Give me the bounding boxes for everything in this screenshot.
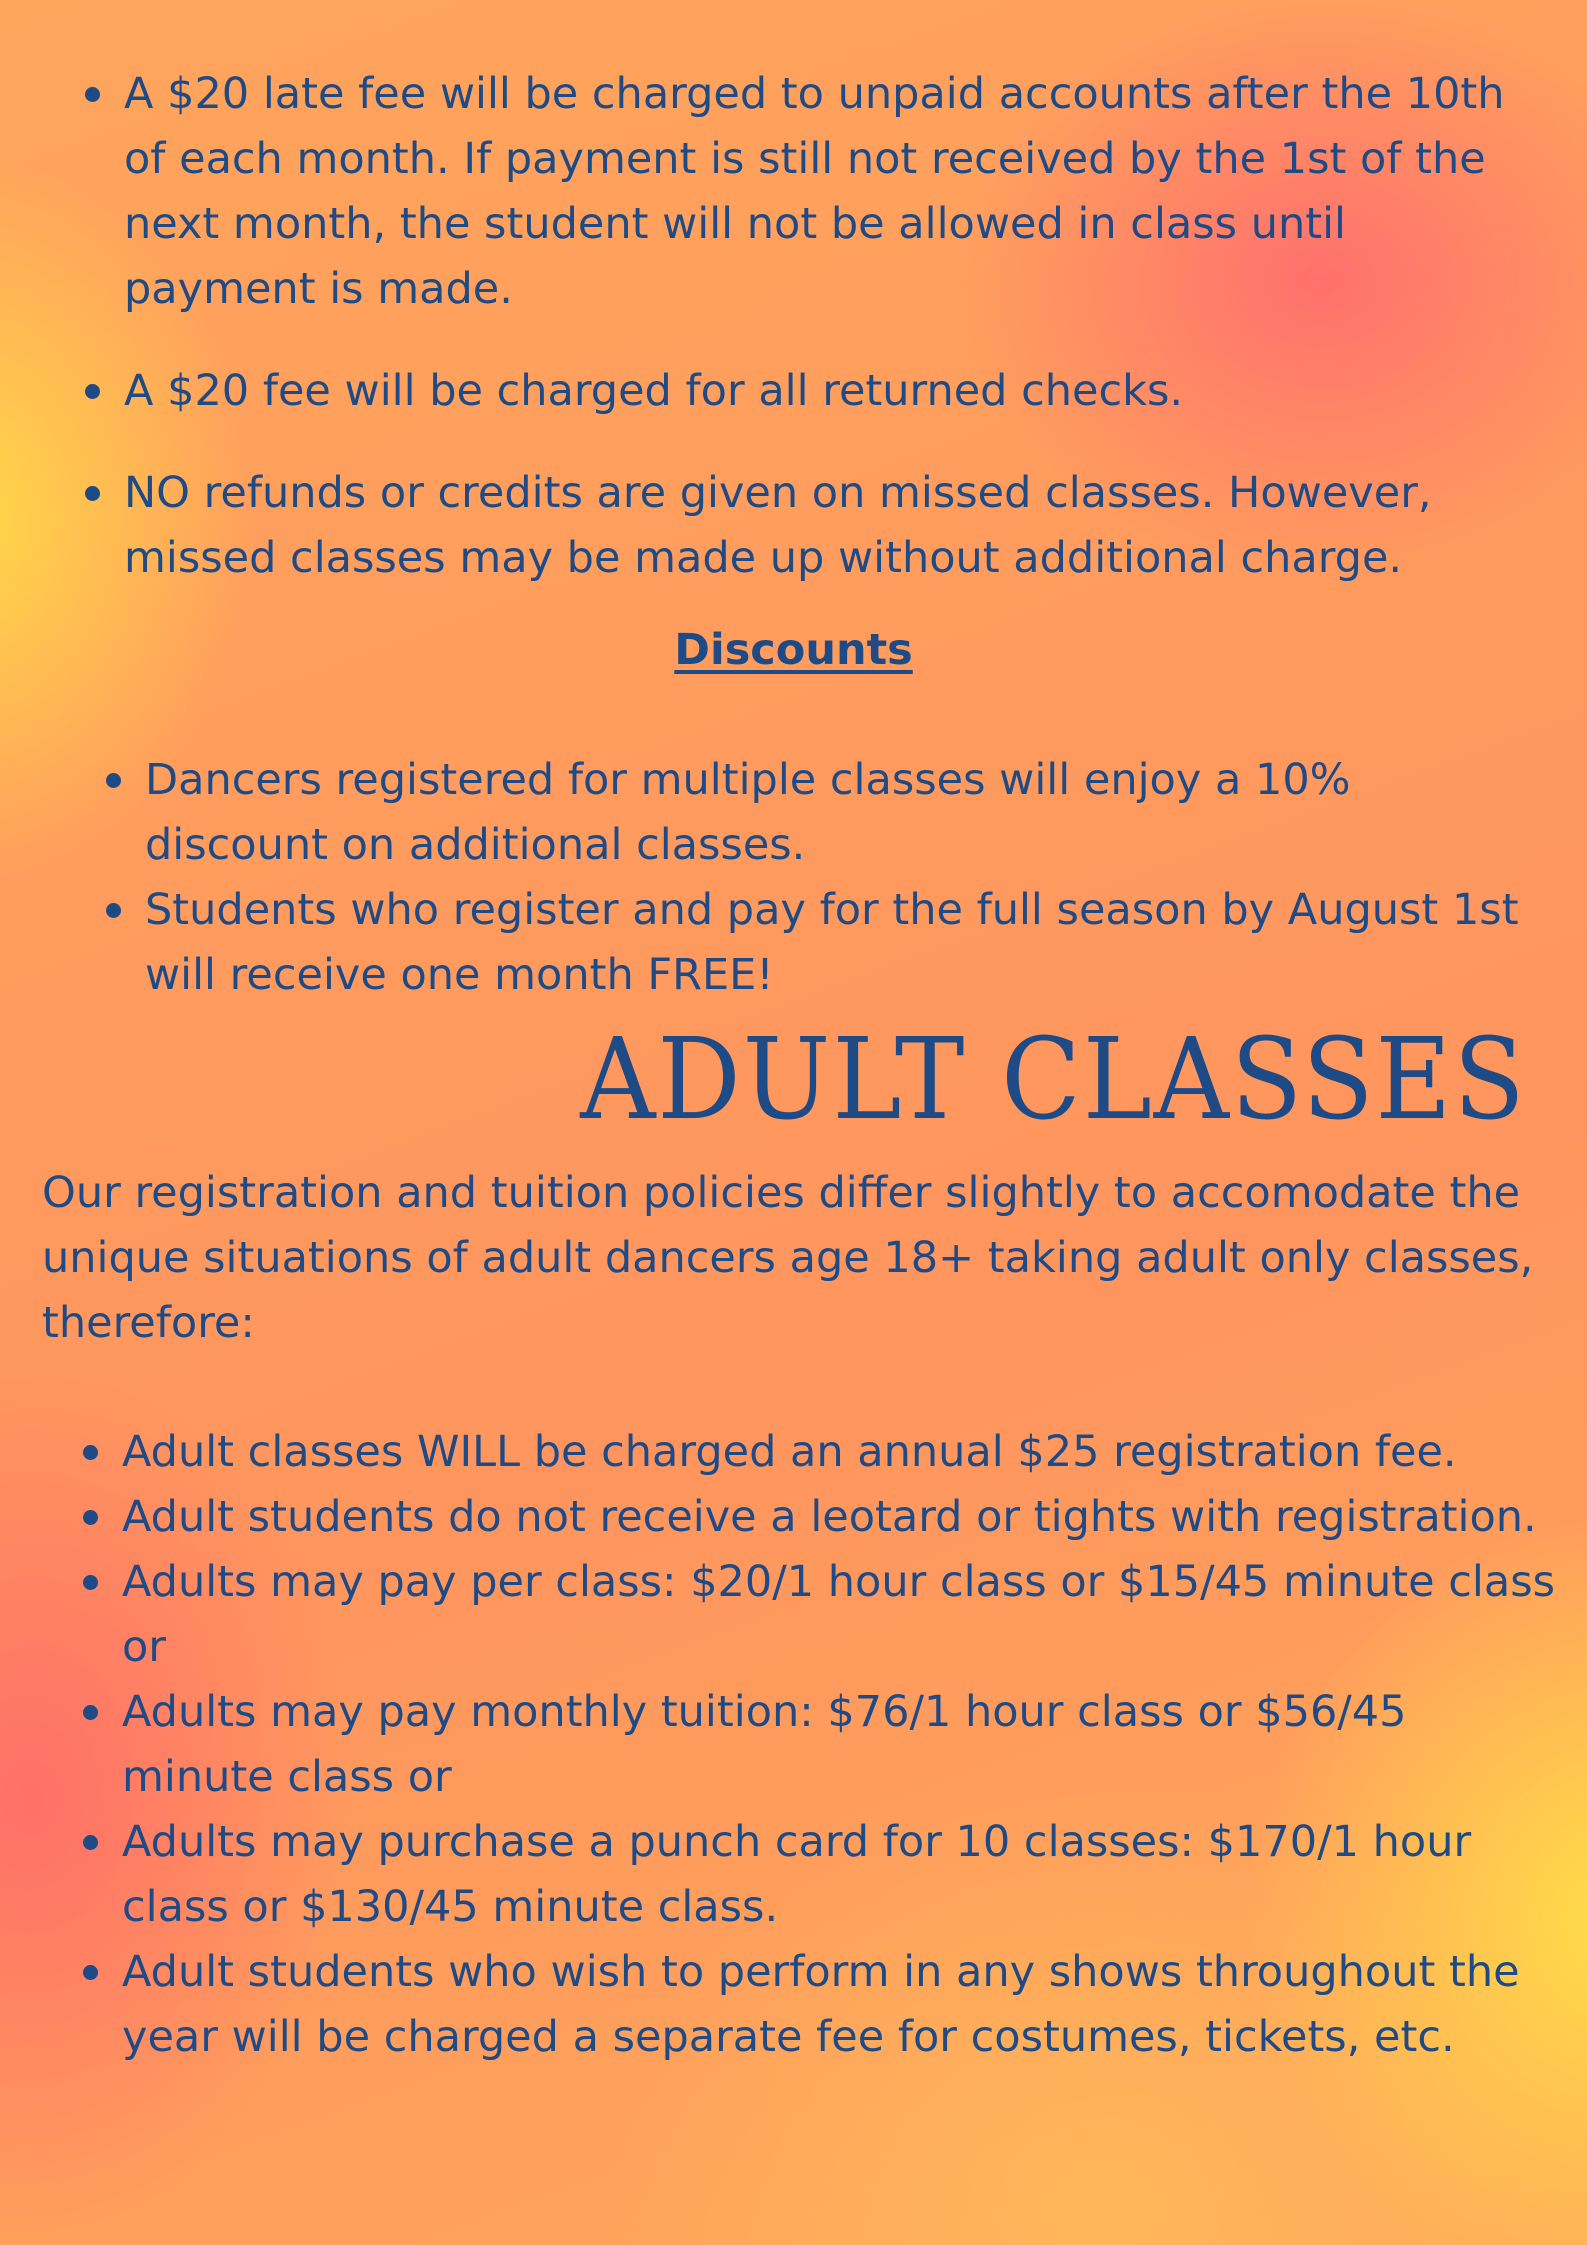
policy-list [124,62,1544,628]
adult-no-leotard: Adult students do not receive a leotard or tights with registration. [122,1485,1562,1550]
policy-returned-checks: A $20 fee will be charged for all returned checks. [124,359,1544,424]
discount-multiple-classes: Dancers registered for multiple classes will enjoy a 10% discount on additional classes. [145,748,1545,878]
adult-policy-list [122,1420,1562,2070]
adult-classes-heading: ADULT CLASSES [580,1015,1527,1145]
policy-late-fee: A $20 late fee will be charged to unpaid accounts after the 10th of each month. If payment is still not received by the 1st of the next month, the student will not be allowed in class until payment is made. [124,62,1544,322]
adult-monthly-tuition: Adults may pay monthly tuition: $76/1 hour class or $56/45 minute class or [122,1680,1562,1810]
discount-list [145,748,1545,1008]
adult-performance-fee: Adult students who wish to perform in any shows throughout the year will be charged a separate fee for costumes, tickets, etc. [122,1940,1562,2070]
adult-punch-card: Adults may purchase a punch card for 10 classes: $170/1 hour class or $130/45 minute class. [122,1810,1562,1940]
discount-full-season: Students who register and pay for the full season by August 1st will receive one month FREE! [145,878,1545,1008]
policy-no-refunds: NO refunds or credits are given on missed classes. However, missed classes may be made up without additional charge. [124,461,1544,591]
discounts-heading: Discounts [674,625,913,675]
adult-registration-fee: Adult classes WILL be charged an annual $25 registration fee. [122,1420,1562,1485]
adult-classes-intro: Our registration and tuition policies differ slightly to accomodate the unique situations of adult dancers age 18+ taking adult only classes, therefore: [42,1168,1534,1348]
adult-pay-per-class: Adults may pay per class: $20/1 hour class or $15/45 minute class or [122,1550,1562,1680]
